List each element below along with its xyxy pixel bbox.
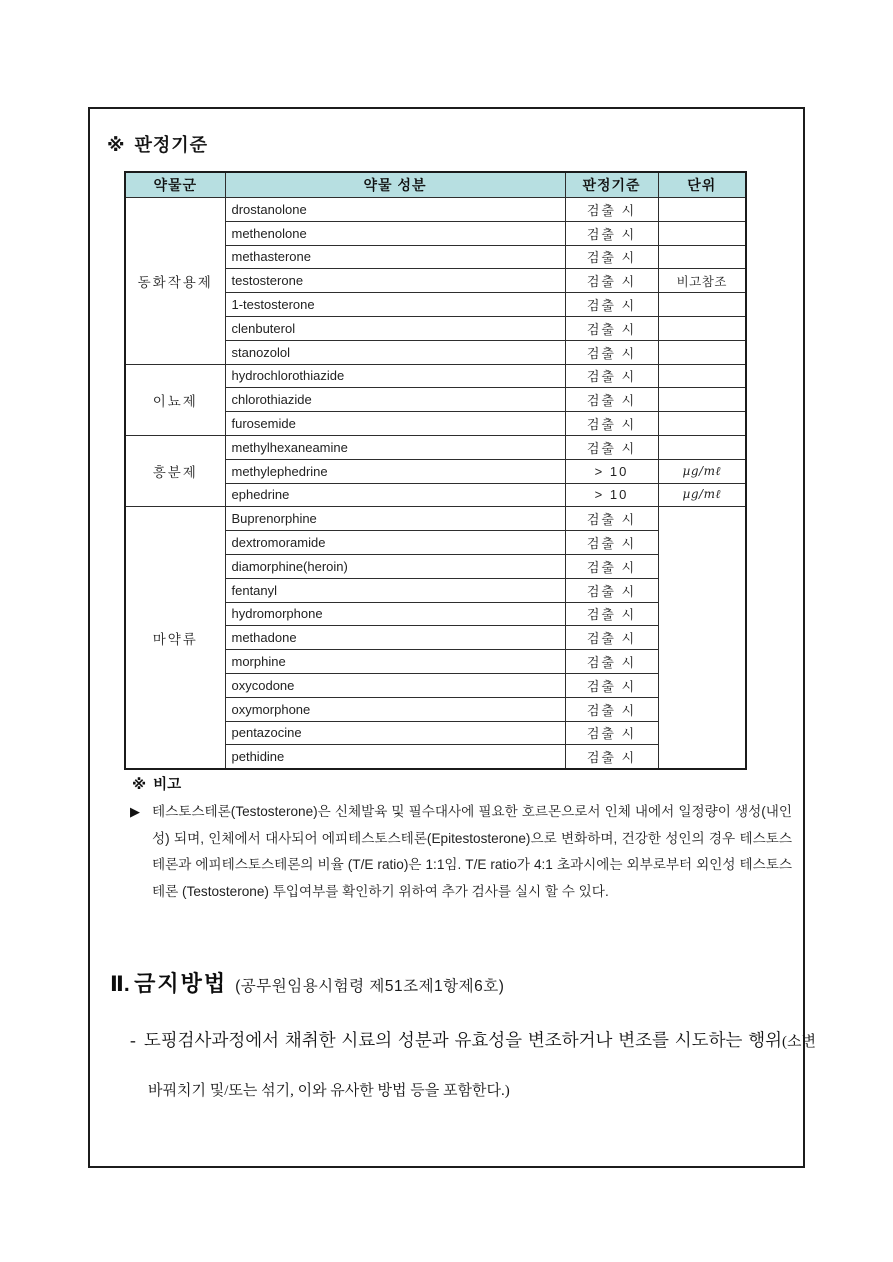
page-title-text: 판정기준 [134, 135, 209, 155]
column-header: 약물 성분 [225, 172, 565, 198]
substance-cell: hydrochlorothiazide [225, 364, 565, 388]
note-heading [132, 773, 181, 794]
triangle-bullet-icon: ▶ [130, 804, 140, 819]
unit-cell [658, 435, 746, 459]
criteria-cell: 검출 시 [565, 293, 658, 317]
criteria-cell: 검출 시 [565, 602, 658, 626]
substance-cell: drostanolone [225, 198, 565, 222]
substance-cell: ephedrine [225, 483, 565, 507]
page-title [107, 131, 208, 157]
substance-cell: methylephedrine [225, 459, 565, 483]
group-cell: 마약류 [125, 507, 225, 769]
prohibited-method-paren: (소변 바꿔치기 및/또는 섞기, 이와 유사한 방법 등을 포함한다.) [148, 1034, 816, 1099]
substance-cell: methasterone [225, 245, 565, 269]
substance-cell: fentanyl [225, 578, 565, 602]
unit-cell [658, 388, 746, 412]
criteria-cell: 검출 시 [565, 340, 658, 364]
unit-cell: 비고참조 [658, 269, 746, 293]
note-heading-text: 비고 [153, 777, 182, 793]
substance-cell: Buprenorphine [225, 507, 565, 531]
substance-cell: testosterone [225, 269, 565, 293]
group-cell: 흥분제 [125, 435, 225, 506]
unit-cell [658, 293, 746, 317]
substance-cell: morphine [225, 650, 565, 674]
substance-cell: dextromoramide [225, 531, 565, 555]
substance-cell: oxycodone [225, 673, 565, 697]
substance-cell: diamorphine(heroin) [225, 554, 565, 578]
column-header: 판정기준 [565, 172, 658, 198]
table-header-row [125, 172, 746, 198]
table-row [125, 507, 746, 531]
substance-cell: methylhexaneamine [225, 435, 565, 459]
unit-cell: µg/mℓ [658, 459, 746, 483]
criteria-cell: 검출 시 [565, 745, 658, 769]
unit-cell [658, 245, 746, 269]
criteria-cell: > 10 [565, 483, 658, 507]
substance-cell: methadone [225, 626, 565, 650]
note-paragraph-text: 테스토스테론(Testosterone)은 신체발육 및 필수대사에 필요한 호르몬으로서 인체 내에서 일정량이 생성(내인성) 되며, 인체에서 대사되어 에피테스토스테론(Epitestosterone)으로 변화하며, 건강한 성인의 경우 테스토스테론과 에피테스토스테론의 비율 (T/E ratio)은 1:1임. T/E ratio가 4:1 초과시에는 외부로부터 외인성 테스토스테론 (Testosterone) 투입여부를 확인하기 위하여 추가 검사를 실시 할 수 있다. [152, 804, 792, 899]
criteria-cell: 검출 시 [565, 245, 658, 269]
criteria-cell: 검출 시 [565, 269, 658, 293]
substance-cell: pentazocine [225, 721, 565, 745]
criteria-cell: 검출 시 [565, 531, 658, 555]
dash-bullet: - [130, 1030, 136, 1050]
table-row [125, 435, 746, 459]
criteria-cell: > 10 [565, 459, 658, 483]
unit-cell [658, 316, 746, 340]
column-header: 약물군 [125, 172, 225, 198]
page-border-frame [88, 107, 816, 1168]
column-header: 단위 [658, 172, 746, 198]
group-cell: 동화작용제 [125, 198, 225, 365]
criteria-cell: 검출 시 [565, 578, 658, 602]
unit-cell [658, 507, 746, 769]
table-row [125, 364, 746, 388]
criteria-cell: 검출 시 [565, 626, 658, 650]
group-cell: 이뇨제 [125, 364, 225, 435]
criteria-cell: 검출 시 [565, 198, 658, 222]
substance-cell: stanozolol [225, 340, 565, 364]
substance-cell: chlorothiazide [225, 388, 565, 412]
criteria-cell: 검출 시 [565, 388, 658, 412]
reference-mark-icon: ※ [107, 135, 126, 155]
substance-cell: methenolone [225, 221, 565, 245]
substance-cell: oxymorphone [225, 697, 565, 721]
criteria-cell: 검출 시 [565, 412, 658, 436]
criteria-cell: 검출 시 [565, 554, 658, 578]
substance-cell: furosemide [225, 412, 565, 436]
criteria-cell: 검출 시 [565, 697, 658, 721]
criteria-cell: 검출 시 [565, 435, 658, 459]
unit-cell [658, 412, 746, 436]
substance-cell: hydromorphone [225, 602, 565, 626]
criteria-cell: 검출 시 [565, 364, 658, 388]
criteria-cell: 검출 시 [565, 507, 658, 531]
reference-mark-icon: ※ [132, 777, 147, 793]
unit-cell [658, 221, 746, 245]
criteria-cell: 검출 시 [565, 673, 658, 697]
unit-cell [658, 340, 746, 364]
criteria-table [124, 171, 747, 770]
unit-cell: µg/mℓ [658, 483, 746, 507]
section-heading-text: 금지방법 [134, 971, 228, 996]
criteria-cell: 검출 시 [565, 650, 658, 674]
prohibited-method-item [130, 1017, 816, 1115]
unit-cell [658, 198, 746, 222]
criteria-cell: 검출 시 [565, 721, 658, 745]
prohibited-method-text: 도핑검사과정에서 채취한 시료의 성분과 유효성을 변조하거나 변조를 시도하는 행위 [143, 1030, 783, 1050]
law-reference: (공무원임용시험령 제51조제1항제6호) [235, 978, 505, 995]
note-paragraph [130, 799, 792, 905]
section-numeral: Ⅱ. [110, 973, 130, 996]
substance-cell: 1-testosterone [225, 293, 565, 317]
table-row [125, 198, 746, 222]
substance-cell: pethidine [225, 745, 565, 769]
criteria-table-container [124, 171, 747, 770]
criteria-cell: 검출 시 [565, 221, 658, 245]
criteria-cell: 검출 시 [565, 316, 658, 340]
section-2-heading [110, 967, 504, 998]
substance-cell: clenbuterol [225, 316, 565, 340]
unit-cell [658, 364, 746, 388]
